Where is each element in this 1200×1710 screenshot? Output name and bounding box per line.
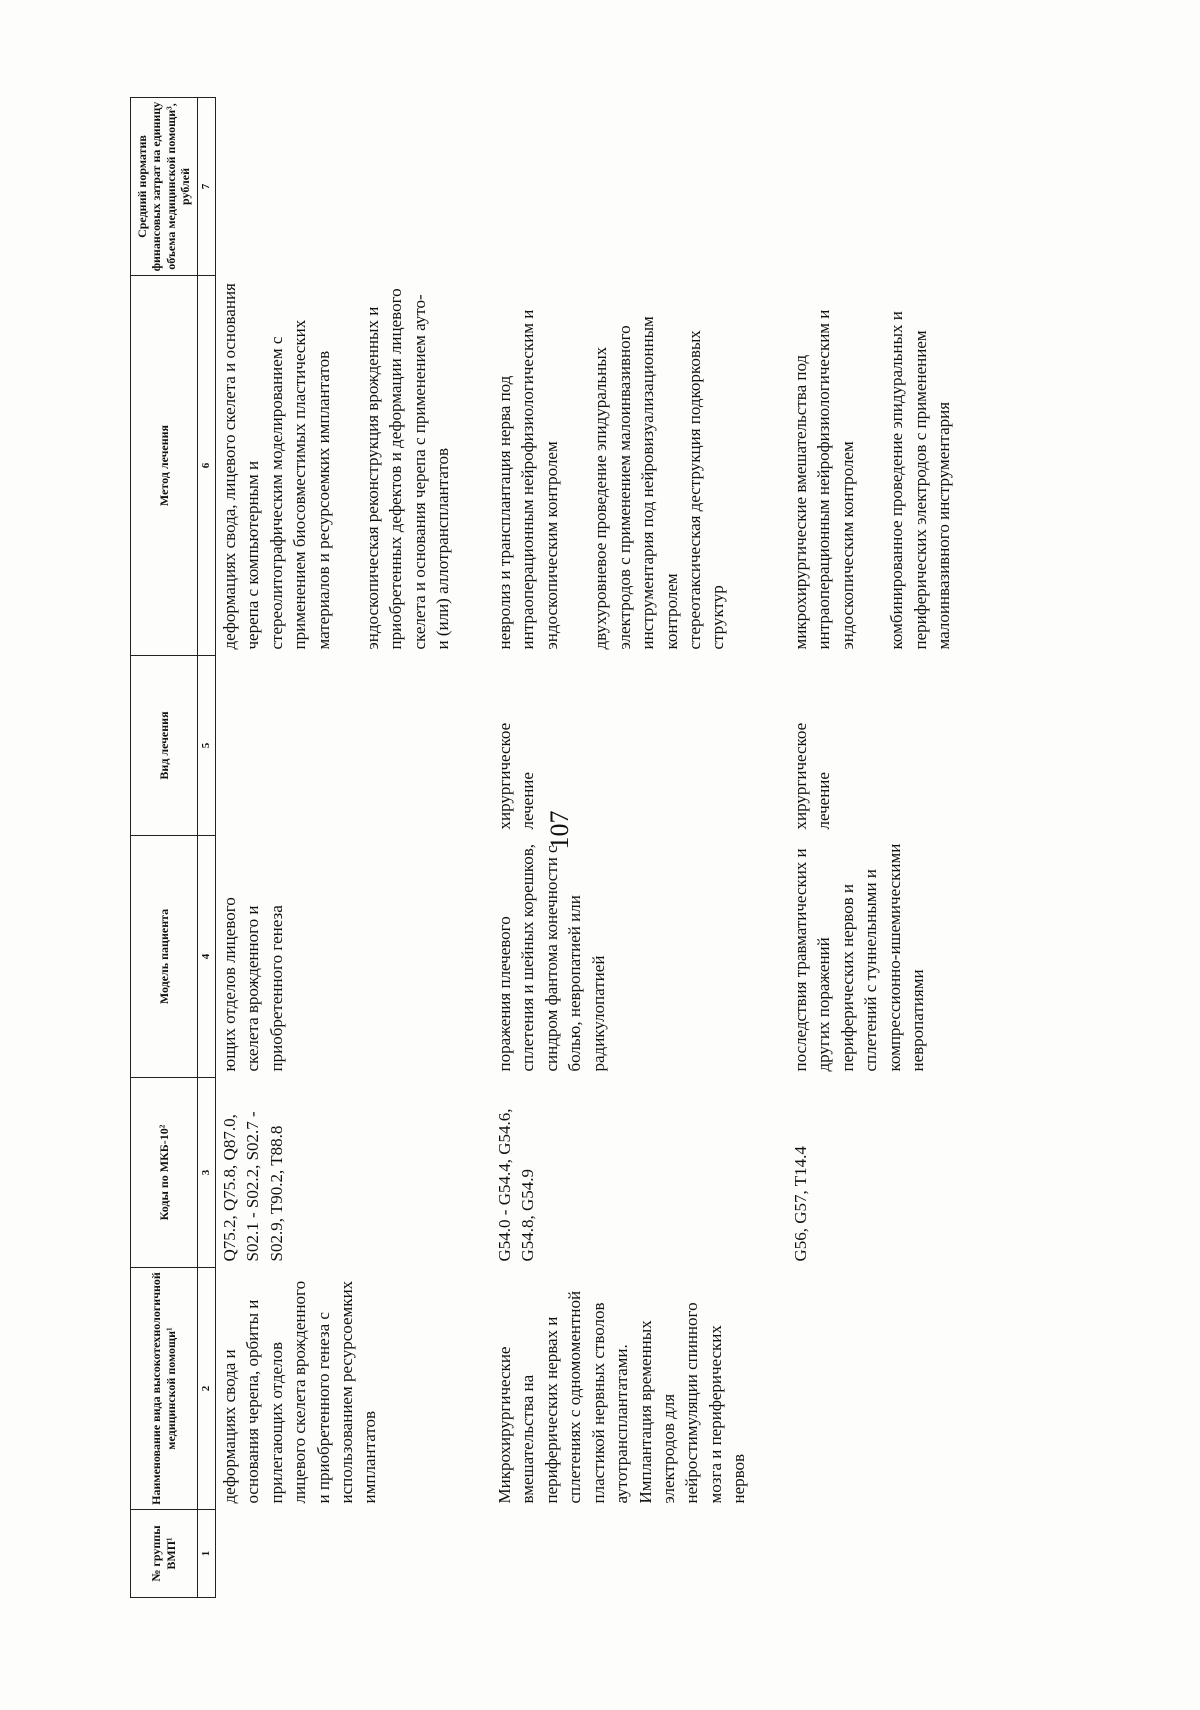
header-cost: Средний норматив финансовых затрат на единицу объема медицинской помощи³, рублей	[131, 98, 198, 276]
table-row	[215, 98, 463, 1598]
table-row	[491, 98, 759, 1598]
cell-model: ющих отделов лицевого скелета врожденного и приобретенного генеза	[219, 897, 286, 1072]
column-number: 6	[197, 276, 215, 656]
header-name: Наименование вида высокотехнологичной медицинской помощи¹	[131, 1268, 198, 1510]
header-method: Метод лечения	[131, 276, 198, 656]
cell-model: поражения плечевого сплетения и шейных корешков, синдром фантома конечности с болью, невропатией или радикулопатией	[494, 844, 608, 1072]
column-number: 7	[197, 98, 215, 276]
method-text: деформациях свода, лицевого скелета и основания черепа с компьютерным и стереолитографическим моделированием с применением биосовместимых пластических материалов и ресурсоемких имплантатов	[219, 283, 333, 650]
cell-method	[787, 276, 964, 656]
column-number: 1	[197, 1510, 215, 1598]
cell-codes: G56, G57, T14.4	[790, 1146, 810, 1262]
cell-group	[491, 1510, 759, 1598]
method-text: микрохирургические вмешательства под интраоперационным нейрофизиологическим и эндоскопическим контролем	[790, 309, 857, 650]
column-number: 4	[197, 836, 215, 1078]
column-number-row	[197, 98, 215, 1598]
header-group: № группы ВМП¹	[131, 1510, 198, 1598]
cell-method	[491, 276, 759, 656]
header-codes: Коды по МКБ-10²	[131, 1078, 198, 1268]
cell-group	[215, 1510, 463, 1598]
method-text: комбинированное проведение эпидуральных и периферических электродов с применением малоинвазивного инструментария	[887, 311, 954, 650]
column-number: 2	[197, 1268, 215, 1510]
cell-name	[787, 1268, 964, 1510]
cell-treatment-type: хирургическое лечение	[494, 722, 538, 830]
cell-cost	[491, 98, 759, 276]
cell-treatment-type	[215, 656, 463, 836]
table-row	[787, 98, 964, 1598]
cell-treatment-type: хирургическое лечение	[790, 722, 834, 830]
cell-name: деформациях свода и основания черепа, орбиты и прилегающих отделов лицевого скелета врожденного и приобретенного генеза с использованием ресурсоемких имплантатов	[219, 1280, 380, 1504]
gap-cell	[759, 98, 787, 1598]
vmp-table	[130, 97, 964, 1598]
cell-method	[215, 276, 463, 656]
cell-name: Микрохирургические вмешательства на периферических нервах и сплетениях с одномоментной пластикой нервных стволов аутотрансплантатами. Имплантация временных электродов для нейростимуляции спинного мозга и периферических нервов	[494, 1290, 749, 1504]
column-number: 3	[197, 1078, 215, 1268]
method-text: стереотаксическая деструкция подкорковых структур	[684, 330, 728, 650]
method-text: эндоскопическая реконструкция врожденных и приобретенных дефектов и деформации лицевого скелета и основания черепа с применением ауто- и (или) аллотрансплантатов	[363, 288, 453, 650]
header-row	[131, 98, 198, 1598]
row-gap	[463, 98, 491, 1598]
cell-cost	[787, 98, 964, 276]
cell-cost	[215, 98, 463, 276]
cell-group	[787, 1510, 964, 1598]
rotated-table-inner	[130, 98, 1130, 1598]
header-treatment-type: Вид лечения	[131, 656, 198, 836]
row-gap	[759, 98, 787, 1598]
rotated-table-area	[130, 98, 1200, 1582]
method-text: невролиз и трансплантация нерва под интраоперационным нейрофизиологическим и эндоскопическим контролем	[494, 309, 561, 650]
page-number: 107	[545, 810, 574, 850]
header-model: Модель пациента	[131, 836, 198, 1078]
cell-codes: G54.0 - G54.4, G54.6, G54.8, G54.9	[494, 1108, 538, 1262]
gap-cell	[463, 98, 491, 1598]
cell-model: последствия травматических и других поражений периферических нервов и сплетений с туннельными и компрессионно-ишемическими невропатиями	[790, 843, 928, 1072]
column-number: 5	[197, 656, 215, 836]
method-text: двухуровневое проведение эпидуральных электродов с применением малоинвазивного инструментария под нейровизуализационным контролем	[591, 316, 681, 650]
cell-codes: Q75.2, Q75.8, Q87.0, S02.1 - S02.2, S02.7 - S02.9, T90.2, T88.8	[219, 1111, 286, 1262]
